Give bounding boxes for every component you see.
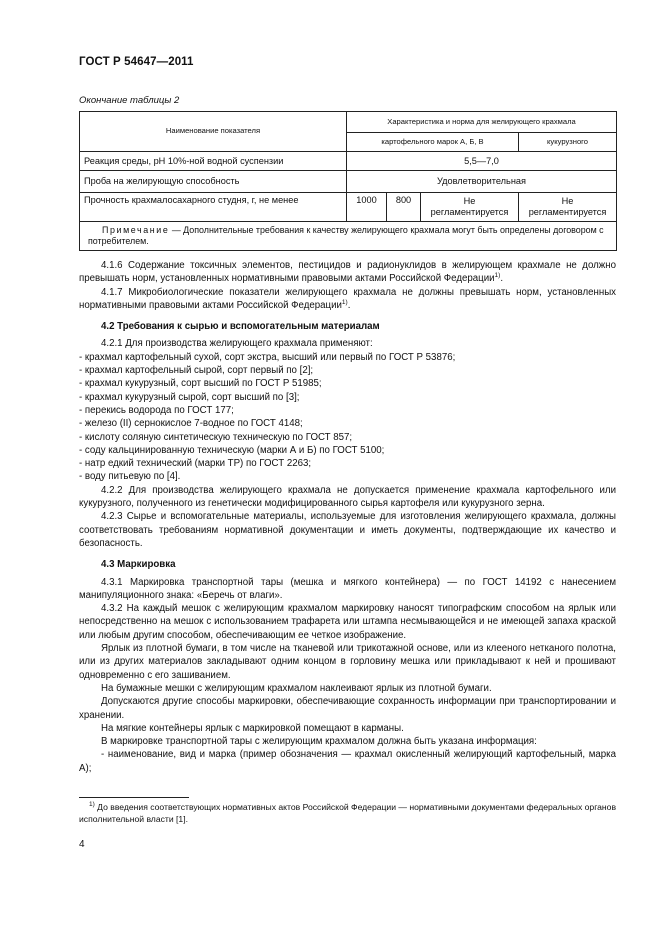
paragraph-label: Ярлык из плотной бумаги, в том числе на тканевой или трикотажной основе, или из клееного нетканого полотна, или из других материалов закладывают одним концом в горловину мешка или прикладывают к ней и прошивают одновременно с его зашиванием.: [79, 643, 616, 681]
table-header-row: [80, 112, 617, 133]
paragraph-info: В маркировке транспортной тары с желирующим крахмалом должна быть указана информация:: [101, 736, 537, 748]
row-value-c: Не регламентируется: [421, 193, 519, 222]
header-corn: кукурузного: [519, 133, 617, 152]
paragraph-4-1-7: 4.1.7 Микробиологические показатели желирующего крахмала не должны превышать норм, установленных нормативными правовыми актами Российской Федерации$^{1)}$.: [79, 286, 616, 311]
table-caption: Окончание таблицы 2: [79, 95, 180, 106]
list-item: - крахмал кукурузный сырой, сорт высший по [3];: [79, 391, 300, 403]
list-item: - крахмал кукурузный, сорт высший по ГОСТ Р 51985;: [79, 378, 322, 390]
footnote-ref: 1): [341, 298, 348, 306]
paragraph-4-3-1: 4.3.1 Маркировка транспортной тары (мешка и мягкого контейнера) — по ГОСТ 14192 с нанесением манипуляционного знака: «Беречь от влаги».: [79, 576, 616, 601]
section-heading-4-2: 4.2 Требования к сырью и вспомогательным материалам: [101, 321, 380, 333]
list-item: - воду питьевую по [4].: [79, 471, 181, 483]
list-item: - натр едкий технический (марки ТР) по ГОСТ 2263;: [79, 458, 312, 470]
row-value-b: 800: [387, 193, 421, 222]
list-item: - кислоту соляную синтетическую техническую по ГОСТ 857;: [79, 431, 353, 443]
footnote-divider: [79, 797, 189, 798]
page-number: 4: [79, 838, 85, 850]
footnote-ref: 1): [494, 272, 501, 280]
paragraph-other-methods: Допускаются другие способы маркировки, обеспечивающие сохранность информации при транспортировании и хранении.: [79, 696, 616, 721]
footnote: $^{1)}$ До введения соответствующих нормативных актов Российской Федерации — нормативными документами федеральных органов исполнительной власти [1].: [79, 800, 617, 824]
list-item: - соду кальцинированную техническую (марки А и Б) по ГОСТ 5100;: [79, 444, 385, 456]
paragraph-soft-containers: На мягкие контейнеры ярлык с маркировкой помещают в карманы.: [101, 722, 404, 734]
document-page: [79, 56, 616, 850]
footnote-mark: 1): [89, 800, 95, 808]
header-indicator: Наименование показателя: [80, 112, 347, 152]
paragraph-4-3-2: 4.3.2 На каждый мешок с желирующим крахмалом маркировку наносят типографским способом на ярлык или непосредственно на мешок с использованием трафарета или штампа несмывающейся и не имеющей запаха краской или любым другим способом, обеспечивающим ее четкое изображение.: [79, 603, 616, 641]
row-name: Прочность крахмалосахарного студня, г, не менее: [80, 193, 347, 222]
list-item: - крахмал картофельный сырой, сорт первый по [2];: [79, 365, 314, 377]
paragraph-4-1-6: 4.1.6 Содержание токсичных элементов, пестицидов и радионуклидов в желирующем крахмале не должно превышать норм, установленных нормативными правовыми актами Российской Федерации$^{1)}$.: [79, 260, 616, 285]
row-name: Проба на желирующую способность: [80, 171, 347, 193]
list-item: - крахмал картофельный сухой, сорт экстра, высший или первый по ГОСТ Р 53876;: [79, 351, 456, 363]
row-value-d: Не регламентируется: [519, 193, 617, 222]
indicators-table: [79, 111, 617, 251]
paragraph-4-2-1: 4.2.1 Для производства желирующего крахмала применяют:: [101, 338, 373, 350]
header-potato: картофельного марок А, Б, В: [347, 133, 519, 152]
paragraph-name: - наименование, вид и марка (пример обозначения — крахмал окисленный желирующий картофельный, марка А);: [79, 749, 616, 774]
note-text: — Дополнительные требования к качеству желирующего крахмала могут быть определены договором с потребителем.: [88, 225, 604, 246]
table-row: [80, 193, 617, 222]
body-text: [79, 259, 616, 775]
paragraph-paper-bags: На бумажные мешки с желирующим крахмалом наклеивают ярлык из плотной бумаги.: [101, 682, 492, 694]
table-row: [80, 152, 617, 171]
document-code: ГОСТ Р 54647—2011: [79, 56, 194, 68]
table-row: [80, 171, 617, 193]
table-note: [80, 222, 617, 251]
table-note-row: [80, 222, 617, 251]
list-item: - перекись водорода по ГОСТ 177;: [79, 404, 234, 416]
paragraph-4-2-3: 4.2.3 Сырье и вспомогательные материалы, используемые для изготовления желирующего крахмала, должны соответствовать требованиям нормативной документации и иметь документы, подтверждающие их качество и безопасность.: [79, 511, 616, 549]
row-name: Реакция среды, pH 10%-ной водной суспензии: [80, 152, 347, 171]
paragraph-4-2-2: 4.2.2 Для производства желирующего крахмала не допускается применение крахмала картофельного или кукурузного, полученного из генетически модифицированного сырья картофеля или кукурузного зерна.: [79, 484, 616, 510]
header-characteristic: Характеристика и норма для желирующего крахмала: [347, 112, 617, 133]
row-value: Удовлетворительная: [347, 171, 617, 193]
list-item: - железо (II) сернокислое 7-водное по ГОСТ 4148;: [79, 418, 303, 430]
section-heading-4-3: 4.3 Маркировка: [101, 559, 176, 571]
row-value-a: 1000: [347, 193, 387, 222]
note-label: Примечание: [102, 225, 170, 235]
row-value: 5,5—7,0: [347, 152, 617, 171]
